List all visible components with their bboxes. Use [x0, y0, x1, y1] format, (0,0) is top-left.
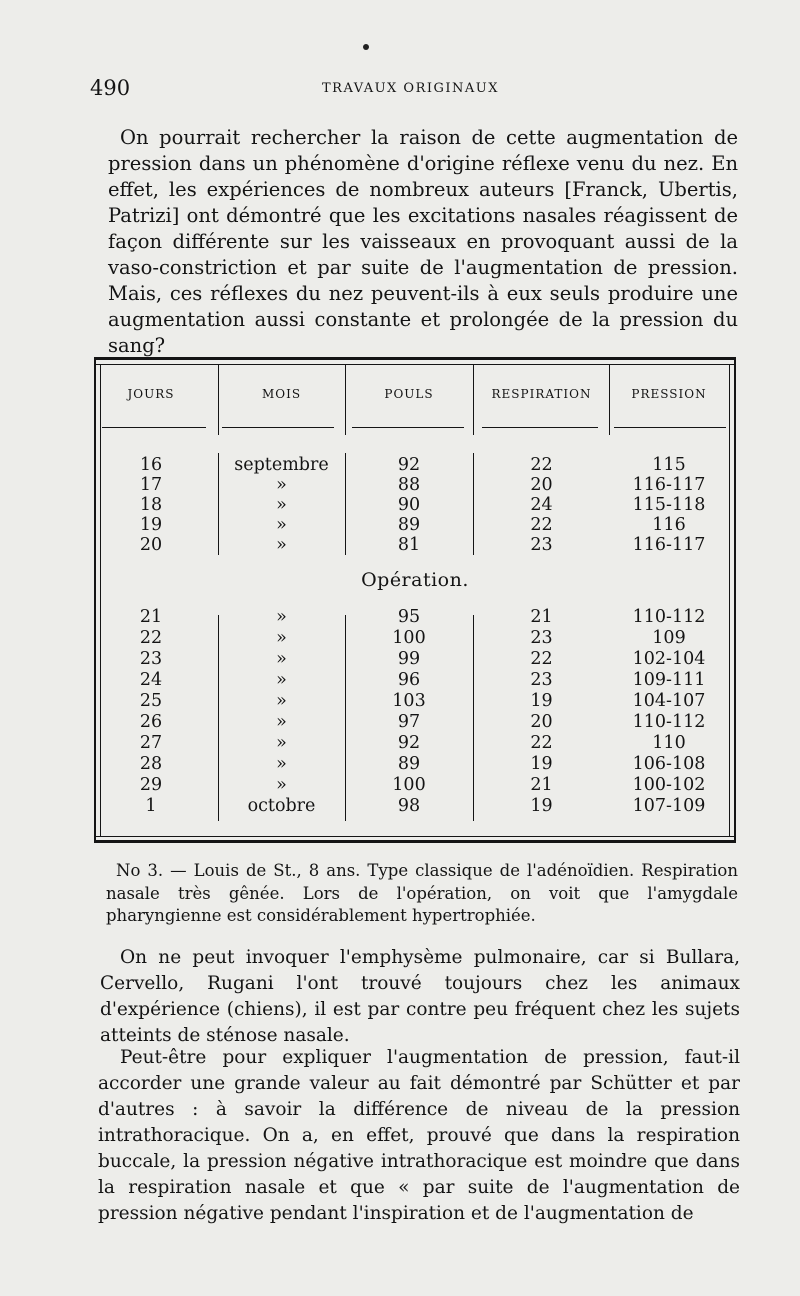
cell-respiration: 20 — [530, 712, 553, 732]
cell-mois: septembre — [234, 455, 329, 475]
cell-pouls: 96 — [397, 670, 421, 690]
column-header-respiration: RESPIRATION — [491, 387, 592, 401]
cell-pouls: 89 — [397, 515, 421, 535]
cell-respiration: 20 — [530, 475, 553, 495]
cell-jours: 19 — [139, 515, 163, 535]
cell-mois: » — [276, 754, 287, 774]
cell-jours: 20 — [139, 535, 163, 555]
cell-respiration: 21 — [530, 775, 553, 795]
running-title: TRAVAUX ORIGINAUX — [322, 81, 500, 96]
table-top-rule — [94, 357, 736, 360]
cell-pouls: 97 — [397, 712, 421, 732]
cell-mois: » — [276, 649, 287, 669]
cell-jours: 1 — [145, 796, 157, 816]
cell-respiration: 24 — [530, 495, 553, 515]
table-row — [94, 754, 736, 774]
cell-pouls: 103 — [392, 691, 426, 711]
cell-respiration: 19 — [530, 691, 553, 711]
operation-separator: Opération. — [361, 569, 469, 591]
cell-mois: » — [276, 670, 287, 690]
table-row — [94, 475, 736, 495]
cell-pression: 110-112 — [632, 607, 706, 627]
cell-mois: » — [276, 775, 287, 795]
page-number: 490 — [90, 76, 131, 100]
paragraph-2: On ne peut invoquer l'emphysème pulmonaire, car si Bullara, Cervello, Rugani l'ont trouvé toujours chez les animaux d'expérience (chiens), il est par contre peu fréquent chez les sujets atteints de sténose nasale. — [100, 947, 740, 1046]
case-note: No 3. — Louis de St., 8 ans. Type classique de l'adénoïdien. Respiration nasale très gênée. Lors de l'opération, on voit que l'amygdale pharyngienne est considérablement hypertrophiée. — [106, 861, 738, 925]
cell-respiration: 19 — [530, 754, 553, 774]
cell-pression: 110-112 — [632, 712, 706, 732]
cell-jours: 18 — [139, 495, 163, 515]
table-row — [94, 796, 736, 816]
table-row — [94, 670, 736, 690]
table-row — [94, 628, 736, 648]
table-top-rule-inner — [94, 364, 736, 365]
cell-pouls: 90 — [397, 495, 421, 515]
cell-respiration: 19 — [530, 796, 553, 816]
cell-jours: 26 — [139, 712, 163, 732]
cell-mois: » — [276, 733, 287, 753]
cell-pression: 106-108 — [632, 754, 706, 774]
cell-pression: 116 — [652, 515, 686, 535]
table-row — [94, 691, 736, 711]
table-row — [94, 495, 736, 515]
cell-mois: » — [276, 515, 287, 535]
column-header-mois: MOIS — [261, 387, 302, 401]
cell-respiration: 22 — [530, 515, 553, 535]
cell-jours: 29 — [139, 775, 163, 795]
cell-pouls: 100 — [392, 628, 426, 648]
cell-pouls: 95 — [397, 607, 421, 627]
cell-pouls: 99 — [397, 649, 421, 669]
cell-mois: » — [276, 607, 287, 627]
cell-mois: » — [276, 712, 287, 732]
cell-jours: 24 — [139, 670, 163, 690]
cell-jours: 22 — [139, 628, 163, 648]
table-row — [94, 775, 736, 795]
cell-pression: 116-117 — [632, 475, 706, 495]
cell-pression: 102-104 — [632, 649, 706, 669]
table-row — [94, 712, 736, 732]
paragraph-1: On pourrait rechercher la raison de cette augmentation de pression dans un phénomène d'origine réflexe venu du nez. En effet, les expériences de nombreux auteurs [Franck, Ubertis, Patrizi] ont démontré que les excitations nasales réagissent de façon différente sur les vaisseaux en provoquant aussi de la vaso-constriction et par suite de l'augmentation de pression. Mais, ces réflexes du nez peuvent-ils à eux seuls produire une augmentation aussi constante et prolongée de la pression du sang? — [108, 126, 738, 357]
cell-pouls: 100 — [392, 775, 426, 795]
table-row — [94, 455, 736, 475]
cell-pouls: 92 — [397, 455, 421, 475]
table-row — [94, 733, 736, 753]
header-underline — [222, 427, 334, 428]
table-bottom-rule-inner — [94, 836, 736, 837]
cell-pouls: 81 — [397, 535, 421, 555]
ink-dot — [363, 44, 369, 50]
cell-respiration: 21 — [530, 607, 553, 627]
header-underline — [352, 427, 464, 428]
cell-mois: » — [276, 475, 287, 495]
cell-respiration: 22 — [530, 649, 553, 669]
cell-pression: 109-111 — [632, 670, 706, 690]
cell-jours: 16 — [139, 455, 163, 475]
column-header-pression: PRESSION — [631, 387, 707, 401]
table-bottom-rule — [94, 840, 736, 843]
cell-pouls: 88 — [397, 475, 421, 495]
cell-respiration: 23 — [530, 670, 553, 690]
paragraph-3: Peut-être pour expliquer l'augmentation de pression, faut-il accorder une grande valeur au fait démontré par Schütter et par d'autres : à savoir la différence de niveau de la pression intrathoracique. On a, en effet, prouvé que dans la respiration buccale, la pression négative intrathoracique est moindre que dans la respiration nasale et que « par suite de l'augmentation de pression négative pendant l'inspiration et de l'augmentation de — [98, 1047, 740, 1224]
cell-respiration: 22 — [530, 455, 553, 475]
cell-respiration: 23 — [530, 628, 553, 648]
column-header-jours: JOURS — [127, 387, 175, 401]
cell-pouls: 89 — [397, 754, 421, 774]
table-row — [94, 535, 736, 555]
cell-pression: 107-109 — [632, 796, 706, 816]
cell-mois: » — [276, 535, 287, 555]
table-row — [94, 607, 736, 627]
cell-pression: 100-102 — [632, 775, 706, 795]
header-underline — [482, 427, 598, 428]
cell-mois: octobre — [247, 796, 316, 816]
data-table — [94, 357, 736, 843]
cell-jours: 25 — [139, 691, 163, 711]
cell-pouls: 98 — [397, 796, 421, 816]
cell-respiration: 23 — [530, 535, 553, 555]
cell-jours: 17 — [139, 475, 163, 495]
cell-jours: 27 — [139, 733, 163, 753]
cell-pression: 104-107 — [632, 691, 706, 711]
cell-pouls: 92 — [397, 733, 421, 753]
table-row — [94, 515, 736, 535]
table-row — [94, 649, 736, 669]
header-underline — [614, 427, 726, 428]
cell-jours: 23 — [139, 649, 163, 669]
page-header — [0, 76, 800, 106]
cell-respiration: 22 — [530, 733, 553, 753]
cell-mois: » — [276, 628, 287, 648]
cell-pression: 115 — [652, 455, 686, 475]
cell-pression: 115-118 — [632, 495, 706, 515]
cell-pression: 109 — [652, 628, 686, 648]
header-underline — [102, 427, 206, 428]
cell-jours: 21 — [139, 607, 163, 627]
column-header-pouls: POULS — [384, 387, 434, 401]
cell-pression: 116-117 — [632, 535, 706, 555]
cell-jours: 28 — [139, 754, 163, 774]
cell-mois: » — [276, 495, 287, 515]
cell-mois: » — [276, 691, 287, 711]
cell-pression: 110 — [652, 733, 686, 753]
